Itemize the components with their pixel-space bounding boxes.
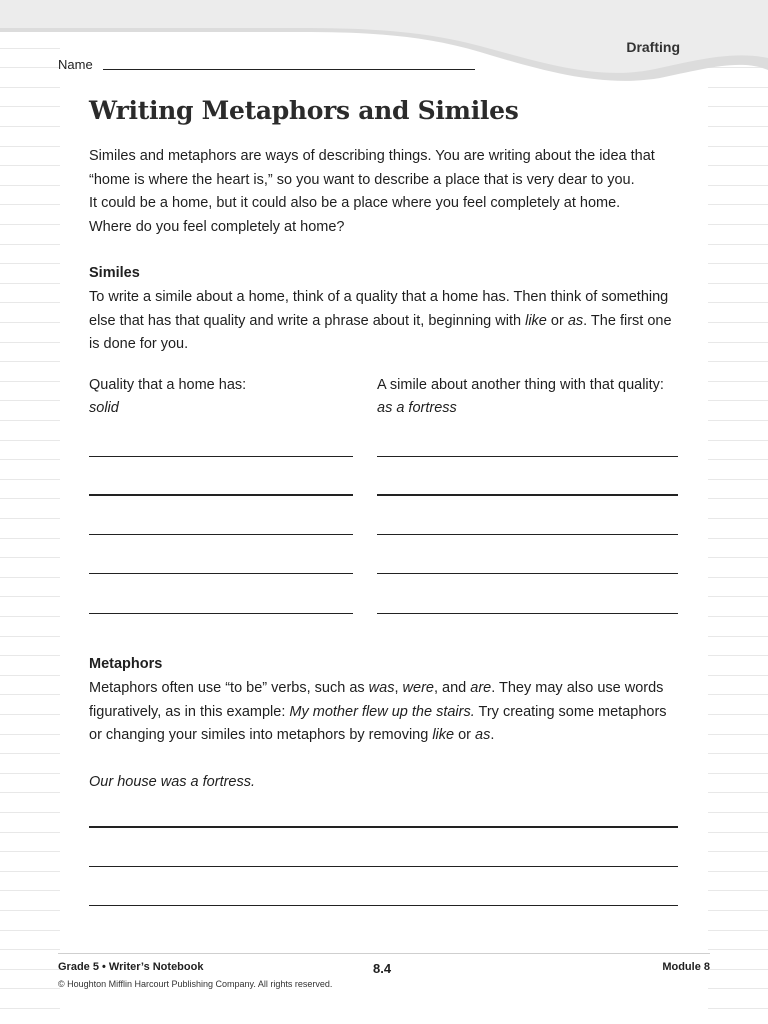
quality-example: solid xyxy=(89,400,119,416)
metaphor-answer-line[interactable] xyxy=(89,866,678,867)
margin-rule xyxy=(708,518,768,519)
margin-rule xyxy=(708,440,768,441)
margin-rule xyxy=(708,146,768,147)
margin-rule xyxy=(708,420,768,421)
text-span: . The first one xyxy=(583,312,672,329)
margin-rule xyxy=(0,988,60,989)
similes-instr-line xyxy=(89,310,689,334)
margin-rule xyxy=(0,126,60,127)
margin-rule xyxy=(0,910,60,911)
page-number: 8.4 xyxy=(373,961,392,976)
text-span: My mother flew up the stairs. xyxy=(289,703,475,720)
intro-line: It could be a home, but it could also be a place where you feel completely at home. xyxy=(89,195,621,211)
text-span: else that has that quality and write a phrase about it, beginning with xyxy=(89,312,526,329)
margin-rule xyxy=(0,636,60,637)
similes-instr-line: To write a simile about a home, think of a quality that a home has. Then think of something xyxy=(89,289,669,305)
margin-rule xyxy=(708,126,768,127)
margin-rule xyxy=(0,342,60,343)
simile-answer-line[interactable] xyxy=(377,534,678,535)
margin-rule xyxy=(0,263,60,264)
margin-rule xyxy=(708,949,768,950)
margin-rule xyxy=(0,871,60,872)
margin-rule xyxy=(0,675,60,676)
metaphors-heading: Metaphors xyxy=(89,656,163,672)
margin-rule xyxy=(0,773,60,774)
margin-rule xyxy=(708,694,768,695)
margin-rule xyxy=(0,930,60,931)
margin-rule xyxy=(0,361,60,362)
footer-divider xyxy=(58,953,710,954)
margin-rule xyxy=(0,714,60,715)
quality-answer-line[interactable] xyxy=(89,456,353,457)
margin-rule xyxy=(708,714,768,715)
page-title: Writing Metaphors and Similes xyxy=(89,96,519,125)
margin-rule xyxy=(0,949,60,950)
margin-rule xyxy=(0,302,60,303)
margin-rule xyxy=(0,832,60,833)
margin-rule xyxy=(708,871,768,872)
margin-rule xyxy=(0,753,60,754)
margin-rule xyxy=(0,381,60,382)
margin-rule xyxy=(708,792,768,793)
quality-answer-line[interactable] xyxy=(89,494,353,496)
metaphor-example: Our house was a fortress. xyxy=(89,774,256,790)
intro-line: “home is where the heart is,” so you want to describe a place that is very dear to you. xyxy=(89,171,635,188)
text-span: figuratively, as in this example: xyxy=(89,703,290,720)
margin-rule xyxy=(0,655,60,656)
simile-example: as a fortress xyxy=(377,400,457,416)
metaphors-instr-line xyxy=(89,677,689,701)
margin-rule xyxy=(708,263,768,264)
simile-answer-line[interactable] xyxy=(377,573,678,574)
margin-rule xyxy=(708,1008,768,1009)
margin-rule xyxy=(708,244,768,245)
margin-rule xyxy=(0,146,60,147)
margin-rule xyxy=(0,851,60,852)
margin-rule xyxy=(708,577,768,578)
margin-rule xyxy=(0,616,60,617)
margin-rule xyxy=(708,479,768,480)
metaphors-instructions xyxy=(89,677,689,748)
margin-rule xyxy=(708,753,768,754)
margin-rule xyxy=(0,106,60,107)
margin-rule xyxy=(0,165,60,166)
footer-grade-label: Grade 5 • Writer’s Notebook xyxy=(58,961,204,973)
text-span: . They may also use words xyxy=(491,680,664,696)
margin-rule xyxy=(708,910,768,911)
margin-rule xyxy=(0,498,60,499)
text-span: , xyxy=(394,680,403,696)
section-label: Drafting xyxy=(626,39,680,55)
margin-rule xyxy=(708,851,768,852)
margin-rule xyxy=(0,734,60,735)
margin-rule xyxy=(708,538,768,539)
margin-rule xyxy=(0,596,60,597)
margin-rule xyxy=(708,969,768,970)
margin-rule xyxy=(708,283,768,284)
margin-rule xyxy=(708,890,768,891)
margin-rule xyxy=(0,890,60,891)
margin-rule xyxy=(708,988,768,989)
margin-rule xyxy=(708,832,768,833)
margin-rule xyxy=(0,440,60,441)
text-span: or xyxy=(454,727,476,743)
quality-answer-line[interactable] xyxy=(89,573,353,574)
metaphor-answer-line[interactable] xyxy=(89,905,678,906)
margin-rule xyxy=(0,400,60,401)
text-span: was xyxy=(368,680,395,696)
margin-rule xyxy=(0,812,60,813)
right-margin-lines xyxy=(708,0,768,1024)
text-span: Try creating some metaphors xyxy=(474,703,667,720)
margin-rule xyxy=(0,518,60,519)
margin-rule xyxy=(708,734,768,735)
margin-rule xyxy=(0,322,60,323)
footer-module-label: Module 8 xyxy=(662,961,710,973)
margin-rule xyxy=(708,557,768,558)
text-span: . xyxy=(490,727,495,743)
margin-rule xyxy=(708,322,768,323)
margin-rule xyxy=(708,302,768,303)
simile-answer-line[interactable] xyxy=(377,613,678,614)
intro-paragraph xyxy=(89,145,689,239)
margin-rule xyxy=(0,969,60,970)
margin-rule xyxy=(0,1008,60,1009)
margin-rule xyxy=(0,459,60,460)
margin-rule xyxy=(708,636,768,637)
text-span: or changing your similes into metaphors by removing xyxy=(89,727,433,743)
metaphors-instr-line xyxy=(89,724,689,748)
text-span: as xyxy=(475,727,491,743)
intro-line: Similes and metaphors are ways of describing things. You are writing about the idea that xyxy=(89,148,655,164)
metaphors-instr-line xyxy=(89,701,689,725)
margin-rule xyxy=(0,283,60,284)
margin-rule xyxy=(0,479,60,480)
copyright-notice: © Houghton Mifflin Harcourt Publishing Company. All rights reserved. xyxy=(58,979,333,989)
quality-answer-line[interactable] xyxy=(89,613,353,614)
name-field-line[interactable] xyxy=(103,69,475,70)
metaphor-answer-line[interactable] xyxy=(89,826,678,828)
margin-rule xyxy=(708,204,768,205)
simile-answer-line[interactable] xyxy=(377,494,678,496)
margin-rule xyxy=(708,342,768,343)
margin-rule xyxy=(708,400,768,401)
margin-rule xyxy=(708,616,768,617)
margin-rule xyxy=(708,459,768,460)
quality-answer-line[interactable] xyxy=(89,534,353,535)
text-span: , and xyxy=(433,680,471,696)
margin-rule xyxy=(708,773,768,774)
margin-rule xyxy=(708,498,768,499)
margin-rule xyxy=(708,106,768,107)
similes-instructions xyxy=(89,286,689,357)
intro-line: Where do you feel completely at home? xyxy=(89,218,345,235)
text-span: like xyxy=(525,312,547,329)
margin-rule xyxy=(708,185,768,186)
margin-rule xyxy=(0,185,60,186)
margin-rule xyxy=(708,596,768,597)
margin-rule xyxy=(0,244,60,245)
simile-column-label: A simile about another thing with that quality: xyxy=(377,377,664,393)
margin-rule xyxy=(708,224,768,225)
margin-rule xyxy=(708,361,768,362)
margin-rule xyxy=(0,204,60,205)
text-span: or xyxy=(546,312,568,329)
margin-rule xyxy=(0,694,60,695)
quality-column-label: Quality that a home has: xyxy=(89,377,247,393)
margin-rule xyxy=(708,655,768,656)
margin-rule xyxy=(0,224,60,225)
left-margin-lines xyxy=(0,0,60,1024)
margin-rule xyxy=(708,812,768,813)
text-span: like xyxy=(432,727,455,743)
name-label: Name xyxy=(58,57,93,72)
margin-rule xyxy=(708,675,768,676)
text-span: Metaphors often use “to be” verbs, such as xyxy=(89,680,369,696)
margin-rule xyxy=(708,930,768,931)
text-span: as xyxy=(567,312,584,329)
margin-rule xyxy=(0,538,60,539)
similes-instr-line: is done for you. xyxy=(89,336,189,352)
similes-heading: Similes xyxy=(89,265,140,281)
margin-rule xyxy=(0,577,60,578)
text-span: were xyxy=(402,680,434,696)
margin-rule xyxy=(0,557,60,558)
text-span: are xyxy=(470,680,492,696)
margin-rule xyxy=(0,420,60,421)
margin-rule xyxy=(708,165,768,166)
simile-answer-line[interactable] xyxy=(377,456,678,457)
margin-rule xyxy=(708,381,768,382)
margin-rule xyxy=(0,792,60,793)
